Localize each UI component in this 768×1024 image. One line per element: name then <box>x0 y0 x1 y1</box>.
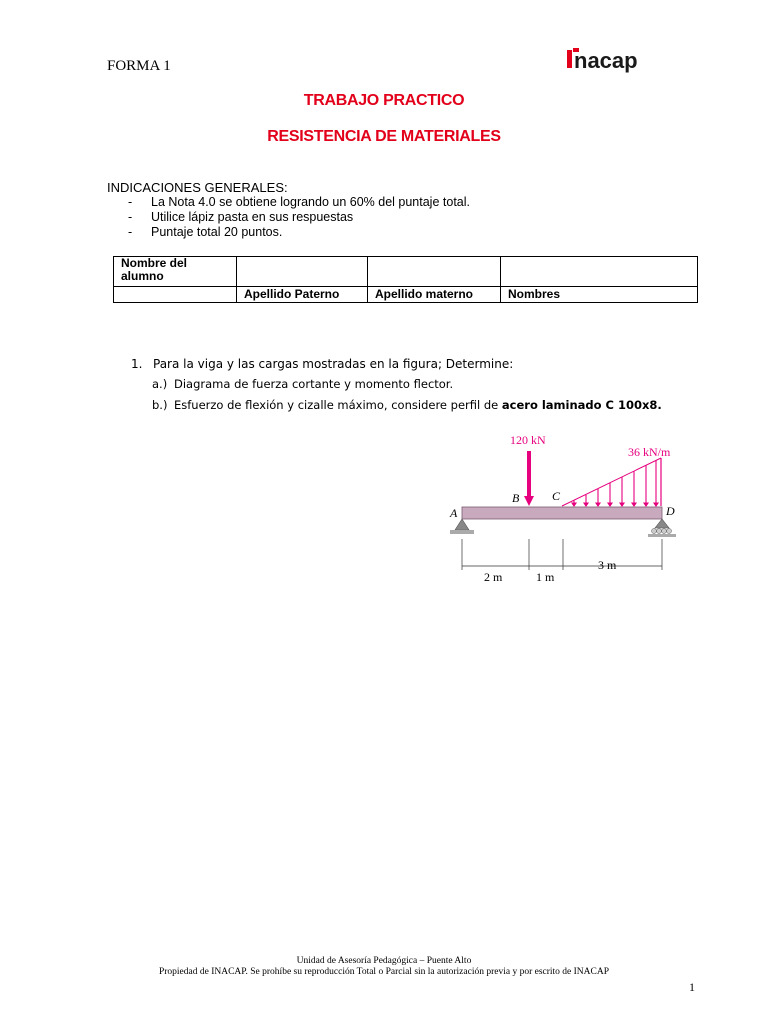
question-1 <box>131 357 513 371</box>
student-name-table <box>113 256 698 303</box>
page-number: 1 <box>689 980 695 994</box>
question-text: Para la viga y las cargas mostradas en la figura; Determine: <box>153 357 514 371</box>
question-1a: a.) Diagrama de fuerza cortante y momento flector. <box>152 377 454 391</box>
footer-unit: Unidad de Asesoría Pedagógica – Puente Alto <box>296 956 472 966</box>
apellido-paterno-field[interactable] <box>237 257 368 287</box>
point-c: C <box>552 489 561 503</box>
profile-name: acero laminado C 100x8. <box>501 398 662 412</box>
nombres-header: Nombres <box>501 287 698 303</box>
nombres-field[interactable] <box>501 257 698 287</box>
point-d: D <box>666 504 675 518</box>
question-1b: b.) Esfuerzo de flexión y cizalle máximo, considere perfil de acero laminado C 100x8. <box>152 398 662 412</box>
pin-support-a <box>455 519 469 530</box>
list-item: - Utilice lápiz pasta en sus respuestas <box>128 210 354 224</box>
roller-support-d <box>655 519 669 528</box>
point-load-label: 120 kN <box>510 433 546 447</box>
indicaciones-heading: INDICACIONES GENERALES: <box>107 180 288 195</box>
title-trabajo-practico: TRABAJO PRACTICO <box>303 92 465 109</box>
dim-1m: 1 m <box>536 570 555 584</box>
apellido-paterno-header: Apellido Paterno <box>237 287 368 303</box>
point-b: B <box>512 491 520 505</box>
title-resistencia: RESISTENCIA DE MATERIALES <box>267 128 501 145</box>
empty-cell <box>114 287 237 303</box>
point-a: A <box>450 506 458 520</box>
svg-text:nacap: nacap <box>574 48 638 73</box>
beam-figure <box>440 426 700 596</box>
point-load-arrow <box>524 496 534 506</box>
distributed-load-label: 36 kN/m <box>628 445 671 459</box>
dim-2m: 2 m <box>484 570 503 584</box>
beam <box>462 507 662 519</box>
list-item: - Puntaje total 20 puntos. <box>128 225 283 239</box>
dim-3m: 3 m <box>598 558 617 572</box>
apellido-materno-header: Apellido materno <box>368 287 501 303</box>
nombre-alumno-label: Nombre del alumno <box>114 257 237 287</box>
form-label: FORMA 1 <box>107 58 171 74</box>
footer-copyright: Propiedad de INACAP. Se prohíbe su reproducción Total o Parcial sin la autorización previa y por escrito de INACAP <box>158 967 610 977</box>
indicaciones-list <box>128 195 470 240</box>
apellido-materno-field[interactable] <box>368 257 501 287</box>
question-number: 1. <box>131 357 143 371</box>
inacap-logo <box>565 44 665 74</box>
distributed-load-arrows <box>572 460 658 506</box>
list-item: - La Nota 4.0 se obtiene logrando un 60% del puntaje total. <box>128 195 470 209</box>
